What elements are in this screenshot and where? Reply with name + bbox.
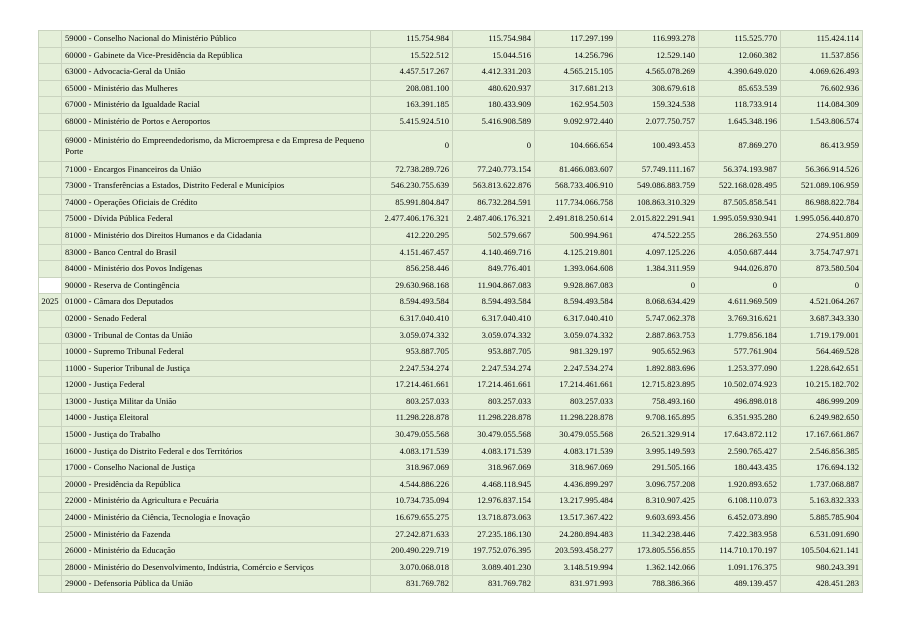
value-cell: 4.069.626.493	[781, 64, 863, 81]
table-row	[38, 576, 863, 593]
value-cell: 2.487.406.176.321	[453, 211, 535, 228]
value-cell: 9.092.972.440	[535, 114, 617, 131]
year-cell	[38, 131, 62, 162]
value-cell: 56.366.914.526	[781, 162, 863, 179]
value-cell: 1.645.348.196	[699, 114, 781, 131]
value-cell: 11.342.238.446	[617, 527, 699, 544]
value-cell: 1.362.142.066	[617, 560, 699, 577]
value-cell: 5.885.785.904	[781, 510, 863, 527]
value-cell: 318.967.069	[371, 460, 453, 477]
year-cell	[38, 543, 62, 560]
value-cell: 4.083.171.539	[535, 444, 617, 461]
value-cell: 85.991.804.847	[371, 195, 453, 212]
value-cell: 3.059.074.332	[453, 328, 535, 345]
value-cell: 17.167.661.867	[781, 427, 863, 444]
value-cell: 474.522.255	[617, 228, 699, 245]
year-cell	[38, 394, 62, 411]
value-cell: 500.994.961	[535, 228, 617, 245]
value-cell: 2.077.750.757	[617, 114, 699, 131]
value-cell: 4.544.886.226	[371, 477, 453, 494]
value-cell: 11.298.228.878	[371, 410, 453, 427]
table-row	[38, 311, 863, 328]
year-cell	[38, 460, 62, 477]
table-row	[38, 493, 863, 510]
value-cell: 162.954.503	[535, 97, 617, 114]
value-cell: 6.351.935.280	[699, 410, 781, 427]
organ-name-cell: 17000 - Conselho Nacional de Justiça	[62, 460, 371, 477]
value-cell: 4.611.969.509	[699, 294, 781, 311]
table-row	[38, 278, 863, 295]
value-cell: 114.710.170.197	[699, 543, 781, 560]
value-cell: 568.733.406.910	[535, 178, 617, 195]
year-cell	[38, 361, 62, 378]
value-cell: 0	[781, 278, 863, 295]
value-cell: 4.412.331.203	[453, 64, 535, 81]
year-cell	[38, 560, 62, 577]
organ-name-cell: 29000 - Defensoria Pública da União	[62, 576, 371, 593]
value-cell: 1.228.642.651	[781, 361, 863, 378]
value-cell: 3.089.401.230	[453, 560, 535, 577]
table-row	[38, 510, 863, 527]
value-cell: 803.257.033	[371, 394, 453, 411]
value-cell: 9.928.867.083	[535, 278, 617, 295]
value-cell: 10.734.735.094	[371, 493, 453, 510]
value-cell: 6.531.091.690	[781, 527, 863, 544]
organ-name-cell: 22000 - Ministério da Agricultura e Pecuária	[62, 493, 371, 510]
value-cell: 7.422.383.958	[699, 527, 781, 544]
value-cell: 115.754.984	[453, 30, 535, 48]
organ-name-cell: 73000 - Transferências a Estados, Distrito Federal e Municípios	[62, 178, 371, 195]
organ-name-cell: 59000 - Conselho Nacional do Ministério Público	[62, 30, 371, 48]
year-cell	[38, 278, 62, 295]
value-cell: 549.086.883.759	[617, 178, 699, 195]
value-cell: 8.310.907.425	[617, 493, 699, 510]
table-row	[38, 477, 863, 494]
organ-name-cell: 15000 - Justiça do Trabalho	[62, 427, 371, 444]
year-cell	[38, 527, 62, 544]
value-cell: 274.951.809	[781, 228, 863, 245]
value-cell: 4.151.467.457	[371, 245, 453, 262]
value-cell: 4.521.064.267	[781, 294, 863, 311]
year-cell	[38, 477, 62, 494]
table-row	[38, 527, 863, 544]
organ-name-cell: 24000 - Ministério da Ciência, Tecnologia e Inovação	[62, 510, 371, 527]
organ-name-cell: 02000 - Senado Federal	[62, 311, 371, 328]
value-cell: 14.256.796	[535, 48, 617, 65]
value-cell: 30.479.055.568	[535, 427, 617, 444]
year-cell	[38, 97, 62, 114]
value-cell: 197.752.076.395	[453, 543, 535, 560]
year-cell	[38, 228, 62, 245]
value-cell: 3.059.074.332	[535, 328, 617, 345]
value-cell: 8.068.634.429	[617, 294, 699, 311]
value-cell: 86.732.284.591	[453, 195, 535, 212]
value-cell: 27.242.871.633	[371, 527, 453, 544]
value-cell: 1.393.064.608	[535, 261, 617, 278]
value-cell: 203.593.458.277	[535, 543, 617, 560]
table-row	[38, 328, 863, 345]
year-cell	[38, 311, 62, 328]
table-row	[38, 361, 863, 378]
value-cell: 87.505.858.541	[699, 195, 781, 212]
value-cell: 1.384.311.959	[617, 261, 699, 278]
value-cell: 11.298.228.878	[535, 410, 617, 427]
value-cell: 12.715.823.895	[617, 377, 699, 394]
organ-name-cell: 20000 - Presidência da República	[62, 477, 371, 494]
value-cell: 10.502.074.923	[699, 377, 781, 394]
value-cell: 546.230.755.639	[371, 178, 453, 195]
value-cell: 803.257.033	[453, 394, 535, 411]
value-cell: 563.813.622.876	[453, 178, 535, 195]
value-cell: 1.995.059.930.941	[699, 211, 781, 228]
value-cell: 6.317.040.410	[371, 311, 453, 328]
value-cell: 114.084.309	[781, 97, 863, 114]
year-cell	[38, 344, 62, 361]
organ-name-cell: 90000 - Reserva de Contingência	[62, 278, 371, 295]
value-cell: 15.044.516	[453, 48, 535, 65]
value-cell: 1.995.056.440.870	[781, 211, 863, 228]
value-cell: 856.258.446	[371, 261, 453, 278]
value-cell: 27.235.186.130	[453, 527, 535, 544]
value-cell: 1.779.856.184	[699, 328, 781, 345]
value-cell: 17.214.461.661	[535, 377, 617, 394]
value-cell: 81.466.083.607	[535, 162, 617, 179]
value-cell: 4.468.118.945	[453, 477, 535, 494]
value-cell: 4.390.649.020	[699, 64, 781, 81]
value-cell: 1.091.176.375	[699, 560, 781, 577]
value-cell: 4.097.125.226	[617, 245, 699, 262]
table-row	[38, 178, 863, 195]
value-cell: 176.694.132	[781, 460, 863, 477]
table-row	[38, 211, 863, 228]
organ-name-cell: 25000 - Ministério da Fazenda	[62, 527, 371, 544]
year-cell	[38, 114, 62, 131]
year-cell	[38, 328, 62, 345]
year-cell	[38, 195, 62, 212]
value-cell: 173.805.556.855	[617, 543, 699, 560]
organ-name-cell: 10000 - Supremo Tribunal Federal	[62, 344, 371, 361]
value-cell: 10.215.182.702	[781, 377, 863, 394]
year-cell	[38, 48, 62, 65]
value-cell: 5.415.924.510	[371, 114, 453, 131]
value-cell: 105.504.621.141	[781, 543, 863, 560]
value-cell: 77.240.773.154	[453, 162, 535, 179]
value-cell: 2.247.534.274	[535, 361, 617, 378]
value-cell: 2.247.534.274	[371, 361, 453, 378]
value-cell: 30.479.055.568	[453, 427, 535, 444]
value-cell: 115.525.770	[699, 30, 781, 48]
value-cell: 308.679.618	[617, 81, 699, 98]
value-cell: 831.769.782	[453, 576, 535, 593]
table-row	[38, 560, 863, 577]
year-cell	[38, 245, 62, 262]
value-cell: 803.257.033	[535, 394, 617, 411]
value-cell: 5.747.062.378	[617, 311, 699, 328]
value-cell: 3.687.343.330	[781, 311, 863, 328]
organ-name-cell: 60000 - Gabinete da Vice-Presidência da República	[62, 48, 371, 65]
value-cell: 163.391.185	[371, 97, 453, 114]
value-cell: 1.543.806.574	[781, 114, 863, 131]
value-cell: 108.863.310.329	[617, 195, 699, 212]
table-row	[38, 81, 863, 98]
table-row	[38, 410, 863, 427]
value-cell: 6.317.040.410	[535, 311, 617, 328]
value-cell: 115.424.114	[781, 30, 863, 48]
organ-name-cell: 67000 - Ministério da Igualdade Racial	[62, 97, 371, 114]
value-cell: 56.374.193.987	[699, 162, 781, 179]
value-cell: 4.436.899.297	[535, 477, 617, 494]
value-cell: 577.761.904	[699, 344, 781, 361]
table-row	[38, 344, 863, 361]
value-cell: 0	[453, 131, 535, 162]
value-cell: 11.298.228.878	[453, 410, 535, 427]
value-cell: 317.681.213	[535, 81, 617, 98]
value-cell: 564.469.528	[781, 344, 863, 361]
value-cell: 115.754.984	[371, 30, 453, 48]
year-cell	[38, 377, 62, 394]
value-cell: 428.451.283	[781, 576, 863, 593]
table-row	[38, 427, 863, 444]
organ-name-cell: 63000 - Advocacia-Geral da União	[62, 64, 371, 81]
value-cell: 2.247.534.274	[453, 361, 535, 378]
value-cell: 5.416.908.589	[453, 114, 535, 131]
value-cell: 85.653.539	[699, 81, 781, 98]
value-cell: 2.491.818.250.614	[535, 211, 617, 228]
value-cell: 0	[617, 278, 699, 295]
value-cell: 13.217.995.484	[535, 493, 617, 510]
value-cell: 6.108.110.073	[699, 493, 781, 510]
table-row	[38, 543, 863, 560]
year-cell	[38, 410, 62, 427]
table-row	[38, 228, 863, 245]
value-cell: 118.733.914	[699, 97, 781, 114]
table-row	[38, 64, 863, 81]
value-cell: 200.490.229.719	[371, 543, 453, 560]
value-cell: 26.521.329.914	[617, 427, 699, 444]
year-cell: 2025	[38, 294, 62, 311]
value-cell: 318.967.069	[535, 460, 617, 477]
table-row	[38, 131, 863, 162]
budget-table	[38, 30, 863, 593]
organ-name-cell: 16000 - Justiça do Distrito Federal e dos Territórios	[62, 444, 371, 461]
value-cell: 3.096.757.208	[617, 477, 699, 494]
value-cell: 12.529.140	[617, 48, 699, 65]
value-cell: 291.505.166	[617, 460, 699, 477]
value-cell: 208.081.100	[371, 81, 453, 98]
table-row	[38, 444, 863, 461]
value-cell: 1.920.893.652	[699, 477, 781, 494]
value-cell: 480.620.937	[453, 81, 535, 98]
value-cell: 831.769.782	[371, 576, 453, 593]
value-cell: 318.967.069	[453, 460, 535, 477]
value-cell: 12.060.382	[699, 48, 781, 65]
value-cell: 3.059.074.332	[371, 328, 453, 345]
table-row	[38, 30, 863, 48]
value-cell: 953.887.705	[453, 344, 535, 361]
value-cell: 2.015.822.291.941	[617, 211, 699, 228]
value-cell: 3.148.519.994	[535, 560, 617, 577]
value-cell: 4.083.171.539	[453, 444, 535, 461]
value-cell: 17.214.461.661	[371, 377, 453, 394]
value-cell: 57.749.111.167	[617, 162, 699, 179]
budget-table-body	[38, 30, 863, 593]
value-cell: 24.280.894.483	[535, 527, 617, 544]
value-cell: 1.253.377.090	[699, 361, 781, 378]
value-cell: 953.887.705	[371, 344, 453, 361]
value-cell: 29.630.968.168	[371, 278, 453, 295]
organ-name-cell: 12000 - Justiça Federal	[62, 377, 371, 394]
table-row	[38, 377, 863, 394]
table-row	[38, 114, 863, 131]
organ-name-cell: 13000 - Justiça Militar da União	[62, 394, 371, 411]
organ-name-cell: 26000 - Ministério da Educação	[62, 543, 371, 560]
year-cell	[38, 162, 62, 179]
value-cell: 6.249.982.650	[781, 410, 863, 427]
year-cell	[38, 427, 62, 444]
value-cell: 8.594.493.584	[453, 294, 535, 311]
value-cell: 76.602.936	[781, 81, 863, 98]
value-cell: 3.754.747.971	[781, 245, 863, 262]
value-cell: 3.070.068.018	[371, 560, 453, 577]
table-row	[38, 294, 863, 311]
value-cell: 86.413.959	[781, 131, 863, 162]
table-row	[38, 261, 863, 278]
table-row	[38, 245, 863, 262]
organ-name-cell: 28000 - Ministério do Desenvolvimento, Indústria, Comércio e Serviços	[62, 560, 371, 577]
value-cell: 2.546.856.385	[781, 444, 863, 461]
value-cell: 944.026.870	[699, 261, 781, 278]
value-cell: 180.433.909	[453, 97, 535, 114]
value-cell: 788.386.366	[617, 576, 699, 593]
value-cell: 981.329.197	[535, 344, 617, 361]
value-cell: 905.652.963	[617, 344, 699, 361]
value-cell: 159.324.538	[617, 97, 699, 114]
organ-name-cell: 75000 - Dívida Pública Federal	[62, 211, 371, 228]
organ-name-cell: 65000 - Ministério das Mulheres	[62, 81, 371, 98]
value-cell: 4.565.215.105	[535, 64, 617, 81]
value-cell: 2.477.406.176.321	[371, 211, 453, 228]
value-cell: 4.457.517.267	[371, 64, 453, 81]
value-cell: 116.993.278	[617, 30, 699, 48]
value-cell: 30.479.055.568	[371, 427, 453, 444]
value-cell: 17.643.872.112	[699, 427, 781, 444]
value-cell: 4.083.171.539	[371, 444, 453, 461]
value-cell: 4.140.469.716	[453, 245, 535, 262]
value-cell: 12.976.837.154	[453, 493, 535, 510]
year-cell	[38, 178, 62, 195]
value-cell: 831.971.993	[535, 576, 617, 593]
table-row	[38, 195, 863, 212]
value-cell: 502.579.667	[453, 228, 535, 245]
organ-name-cell: 01000 - Câmara dos Deputados	[62, 294, 371, 311]
table-row	[38, 460, 863, 477]
value-cell: 2.887.863.753	[617, 328, 699, 345]
value-cell: 9.603.693.456	[617, 510, 699, 527]
organ-name-cell: 84000 - Ministério dos Povos Indígenas	[62, 261, 371, 278]
value-cell: 758.493.160	[617, 394, 699, 411]
value-cell: 117.297.199	[535, 30, 617, 48]
value-cell: 72.738.289.726	[371, 162, 453, 179]
organ-name-cell: 68000 - Ministério de Portos e Aeroportos	[62, 114, 371, 131]
value-cell: 4.125.219.801	[535, 245, 617, 262]
year-cell	[38, 64, 62, 81]
year-cell	[38, 576, 62, 593]
value-cell: 100.493.453	[617, 131, 699, 162]
organ-name-cell: 74000 - Operações Oficiais de Crédito	[62, 195, 371, 212]
value-cell: 0	[371, 131, 453, 162]
year-cell	[38, 30, 62, 48]
table-row	[38, 97, 863, 114]
value-cell: 17.214.461.661	[453, 377, 535, 394]
value-cell: 4.050.687.444	[699, 245, 781, 262]
value-cell: 180.443.435	[699, 460, 781, 477]
organ-name-cell: 81000 - Ministério dos Direitos Humanos e da Cidadania	[62, 228, 371, 245]
value-cell: 486.999.209	[781, 394, 863, 411]
organ-name-cell: 11000 - Superior Tribunal de Justiça	[62, 361, 371, 378]
year-cell	[38, 493, 62, 510]
table-row	[38, 162, 863, 179]
value-cell: 104.666.654	[535, 131, 617, 162]
value-cell: 8.594.493.584	[371, 294, 453, 311]
value-cell: 849.776.401	[453, 261, 535, 278]
value-cell: 5.163.832.333	[781, 493, 863, 510]
value-cell: 0	[699, 278, 781, 295]
value-cell: 117.734.066.758	[535, 195, 617, 212]
table-row	[38, 48, 863, 65]
value-cell: 980.243.391	[781, 560, 863, 577]
value-cell: 4.565.078.269	[617, 64, 699, 81]
value-cell: 522.168.028.495	[699, 178, 781, 195]
value-cell: 521.089.106.959	[781, 178, 863, 195]
value-cell: 86.988.822.784	[781, 195, 863, 212]
value-cell: 16.679.655.275	[371, 510, 453, 527]
value-cell: 13.517.367.422	[535, 510, 617, 527]
value-cell: 8.594.493.584	[535, 294, 617, 311]
value-cell: 1.737.068.887	[781, 477, 863, 494]
organ-name-cell: 14000 - Justiça Eleitoral	[62, 410, 371, 427]
value-cell: 412.220.295	[371, 228, 453, 245]
value-cell: 87.869.270	[699, 131, 781, 162]
value-cell: 873.580.504	[781, 261, 863, 278]
organ-name-cell: 69000 - Ministério do Empreendedorismo, da Microempresa e da Empresa de Pequeno Porte	[62, 131, 371, 162]
value-cell: 489.139.457	[699, 576, 781, 593]
year-cell	[38, 81, 62, 98]
value-cell: 496.898.018	[699, 394, 781, 411]
value-cell: 3.995.149.593	[617, 444, 699, 461]
value-cell: 11.904.867.083	[453, 278, 535, 295]
value-cell: 6.317.040.410	[453, 311, 535, 328]
year-cell	[38, 261, 62, 278]
organ-name-cell: 71000 - Encargos Financeiros da União	[62, 162, 371, 179]
year-cell	[38, 211, 62, 228]
year-cell	[38, 444, 62, 461]
value-cell: 3.769.316.621	[699, 311, 781, 328]
value-cell: 9.708.165.895	[617, 410, 699, 427]
table-row	[38, 394, 863, 411]
value-cell: 6.452.073.890	[699, 510, 781, 527]
value-cell: 15.522.512	[371, 48, 453, 65]
organ-name-cell: 83000 - Banco Central do Brasil	[62, 245, 371, 262]
value-cell: 1.719.179.001	[781, 328, 863, 345]
value-cell: 13.718.873.063	[453, 510, 535, 527]
value-cell: 11.537.856	[781, 48, 863, 65]
value-cell: 1.892.883.696	[617, 361, 699, 378]
organ-name-cell: 03000 - Tribunal de Contas da União	[62, 328, 371, 345]
year-cell	[38, 510, 62, 527]
value-cell: 286.263.550	[699, 228, 781, 245]
value-cell: 2.590.765.427	[699, 444, 781, 461]
